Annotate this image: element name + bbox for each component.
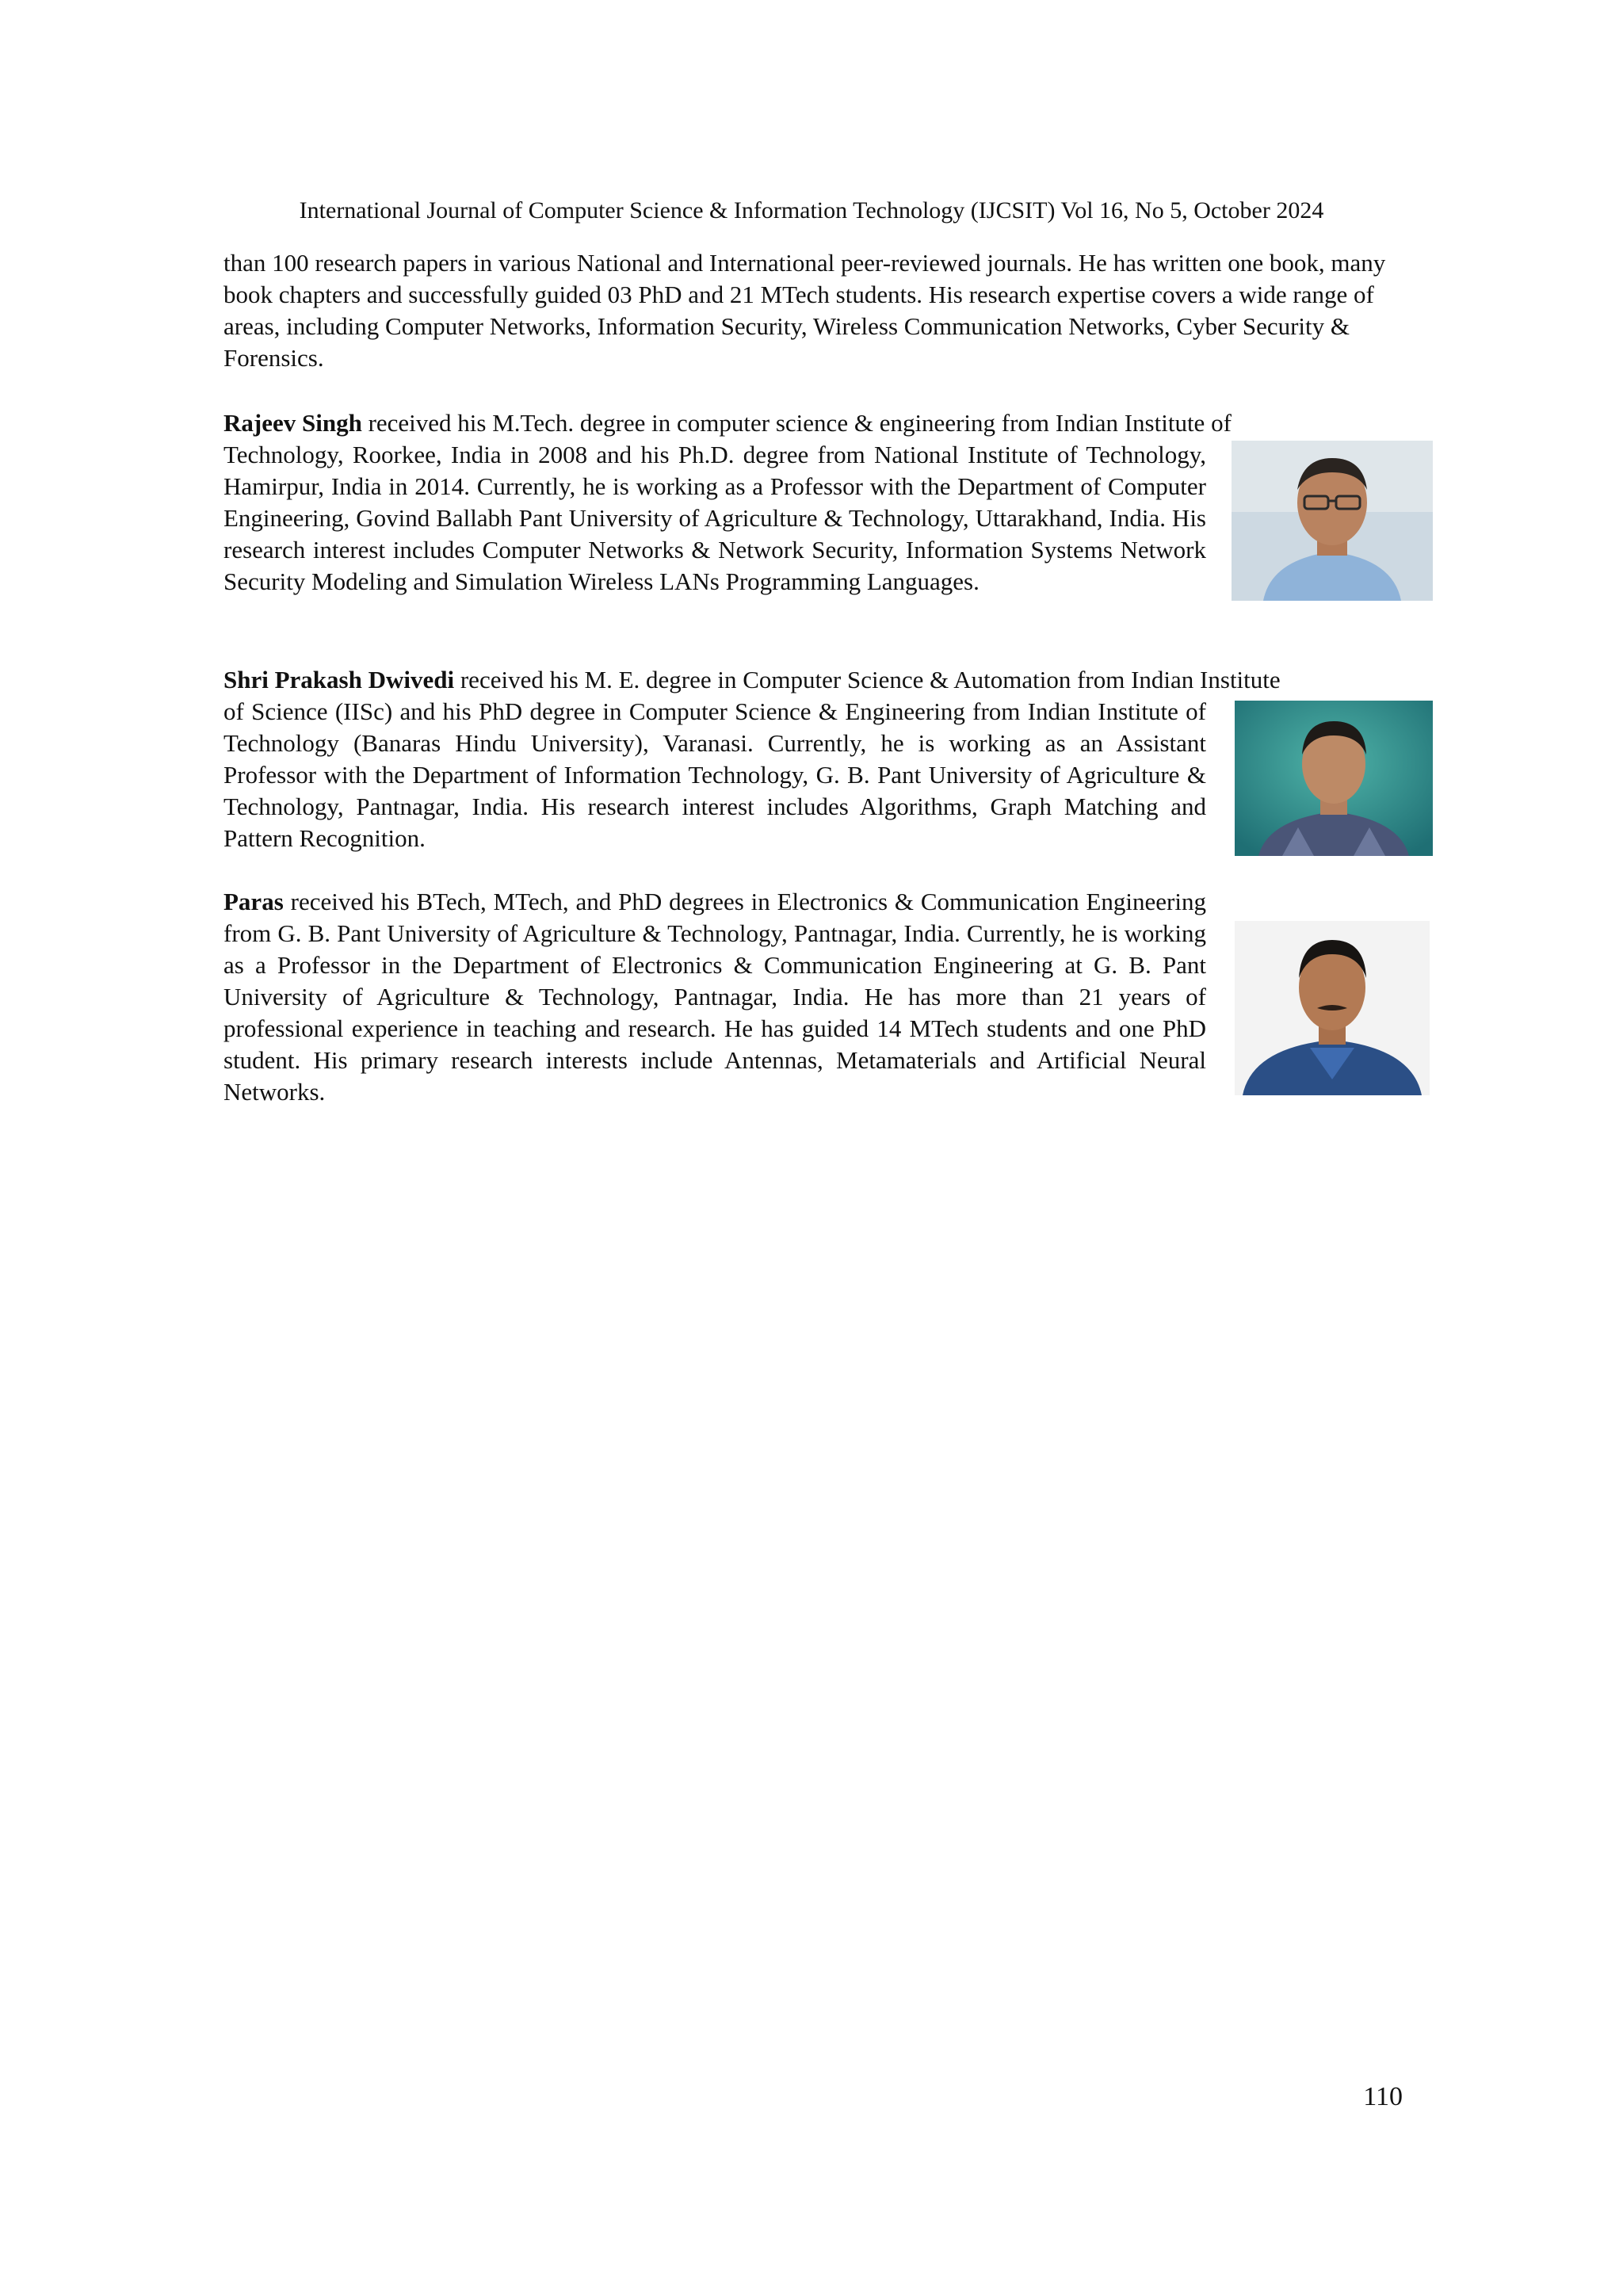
author-photo-shri <box>1235 701 1433 856</box>
page-number: 110 <box>1363 2082 1403 2111</box>
author-photo-paras <box>1235 921 1430 1095</box>
running-header: International Journal of Computer Science & Information Technology (IJCSIT) Vol 16, No 5, October 2024 <box>299 197 1324 223</box>
portrait-image <box>1232 441 1433 601</box>
author-name-paras: Paras <box>223 888 284 915</box>
portrait-image <box>1235 701 1433 856</box>
bio-shri-line1: received his M. E. degree in Computer Science & Automation from Indian Institute <box>454 666 1281 693</box>
bio-paras-body: received his BTech, MTech, and PhD degrees in Electronics & Communication Engineering from G. B. Pant University of Agriculture & Technology, Pantnagar, India. Currently, he is working as a Professor in the Department of Electronics & Communication Engineering at G. B. Pant University of Agriculture & Technology, Pantnagar, India. He has more than 21 years of professional experience in teaching and research. He has guided 14 MTech students and one PhD student. His primary research interests include Antennas, Metamaterials and Artificial Neural Networks. <box>223 888 1206 1106</box>
portrait-image <box>1235 921 1430 1095</box>
bio-rajeev-body: Technology, Roorkee, India in 2008 and his Ph.D. degree from National Institute of Technology, Hamirpur, India in 2014. Currently, he is working as a Professor with the Department of Computer Engineering, Govind Ballabh Pant University of Agriculture & Technology, Uttarakhand, India. His research interest includes Computer Networks & Network Security, Information Systems Network Security Modeling and Simulation Wireless LANs Programming Languages. <box>223 441 1206 595</box>
bio-shri-prakash-dwivedi <box>223 664 1412 854</box>
bio-continued: than 100 research papers in various National and International peer-reviewed journals. He has written one book, many book chapters and successfully guided 03 PhD and 21 MTech students. His research expertise covers a wide range of areas, including Computer Networks, Information Security, Wireless Communication Networks, Cyber Security & Forensics. <box>223 249 1386 372</box>
bio-paras <box>223 886 1206 1108</box>
author-name-rajeev: Rajeev Singh <box>223 409 362 437</box>
bio-rajeev-line1: received his M.Tech. degree in computer science & engineering from Indian Institute of <box>361 409 1232 437</box>
bio-shri-body: of Science (IISc) and his PhD degree in Computer Science & Engineering from Indian Institute of Technology (Banaras Hindu University), Varanasi. Currently, he is working as an Assistant Professor with the Department of Information Technology, G. B. Pant University of Agriculture & Technology, Pantnagar, India. His research interest includes Algorithms, Graph Matching and Pattern Recognition. <box>223 697 1206 852</box>
author-name-shri: Shri Prakash Dwivedi <box>223 666 455 693</box>
author-photo-rajeev <box>1232 441 1433 601</box>
